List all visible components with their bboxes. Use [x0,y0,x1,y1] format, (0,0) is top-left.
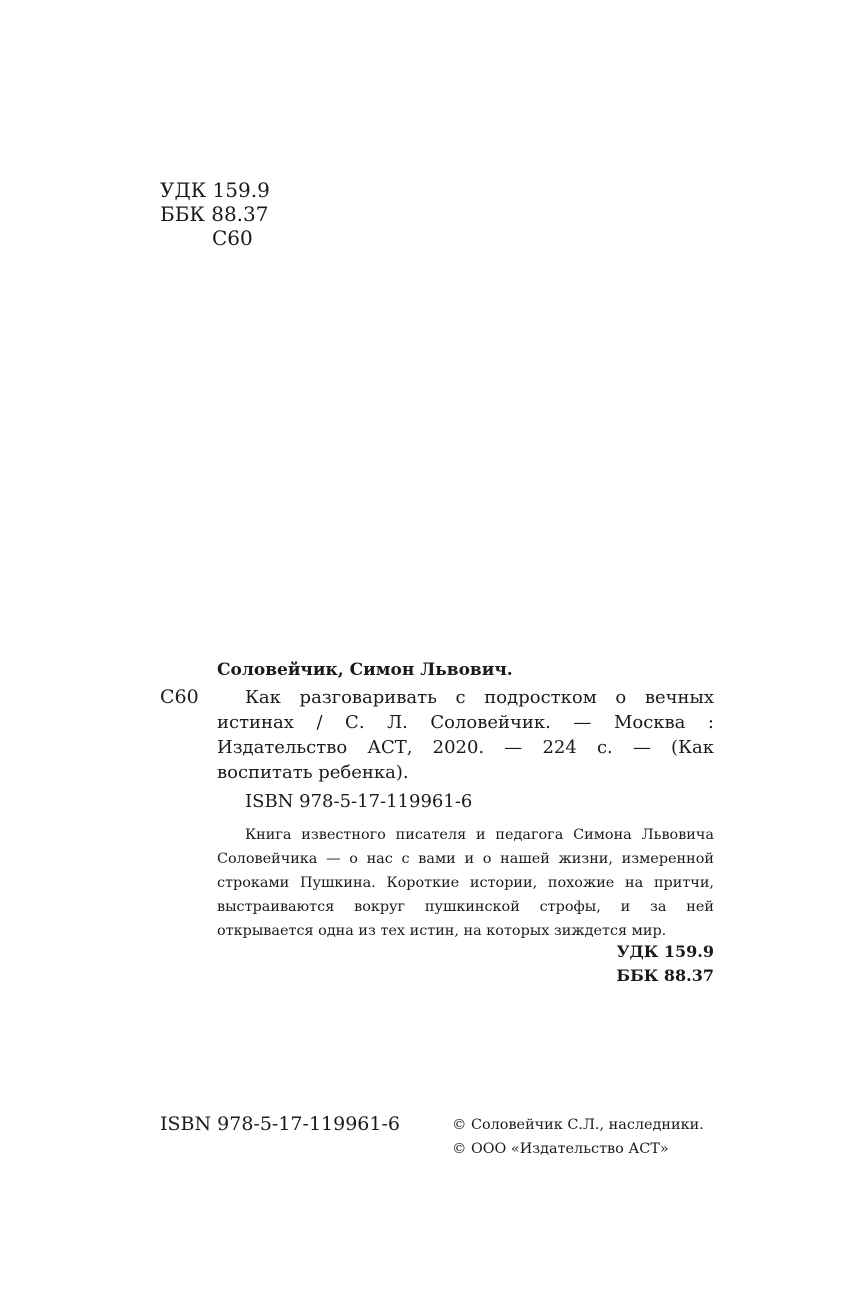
top-cutter-mark: С60 [212,226,253,250]
record-description: Как разговаривать с подростком о вечных истинах / С. Л. Соловейчик. — Москва : Издательство АСТ, 2020. — 224 с. — (Как воспитать ребенка). [217,687,714,783]
top-classification [160,178,270,250]
top-udk: УДК 159.9 [160,178,270,202]
copyright-line-1: © Соловейчик С.Л., наследники. [452,1117,704,1133]
record-isbn: ISBN 978-5-17-119961-6 [245,791,473,812]
copyright-block [452,1113,704,1161]
record-cutter-mark: С60 [160,686,199,708]
top-bbk: ББК 88.37 [160,202,269,226]
footer-isbn: ISBN 978-5-17-119961-6 [160,1113,400,1135]
record-annotation: Книга известного писателя и педагога Симона Львовича Соловейчика — о нас с вами и о нашей жизни, измеренной строками Пушкина. Короткие истории, похожие на притчи, выстраиваются вокруг пушкинской строфы, и за ней открывается одна из тех истин, на которых зиждется мир. [217,827,714,939]
record-author: Соловейчик, Симон Львович. [217,660,513,680]
record-udk: УДК 159.9 [616,942,714,961]
copyright-line-2: © ООО «Издательство АСТ» [452,1141,669,1157]
record-bbk: ББК 88.37 [616,966,714,985]
record-classification [616,940,714,988]
